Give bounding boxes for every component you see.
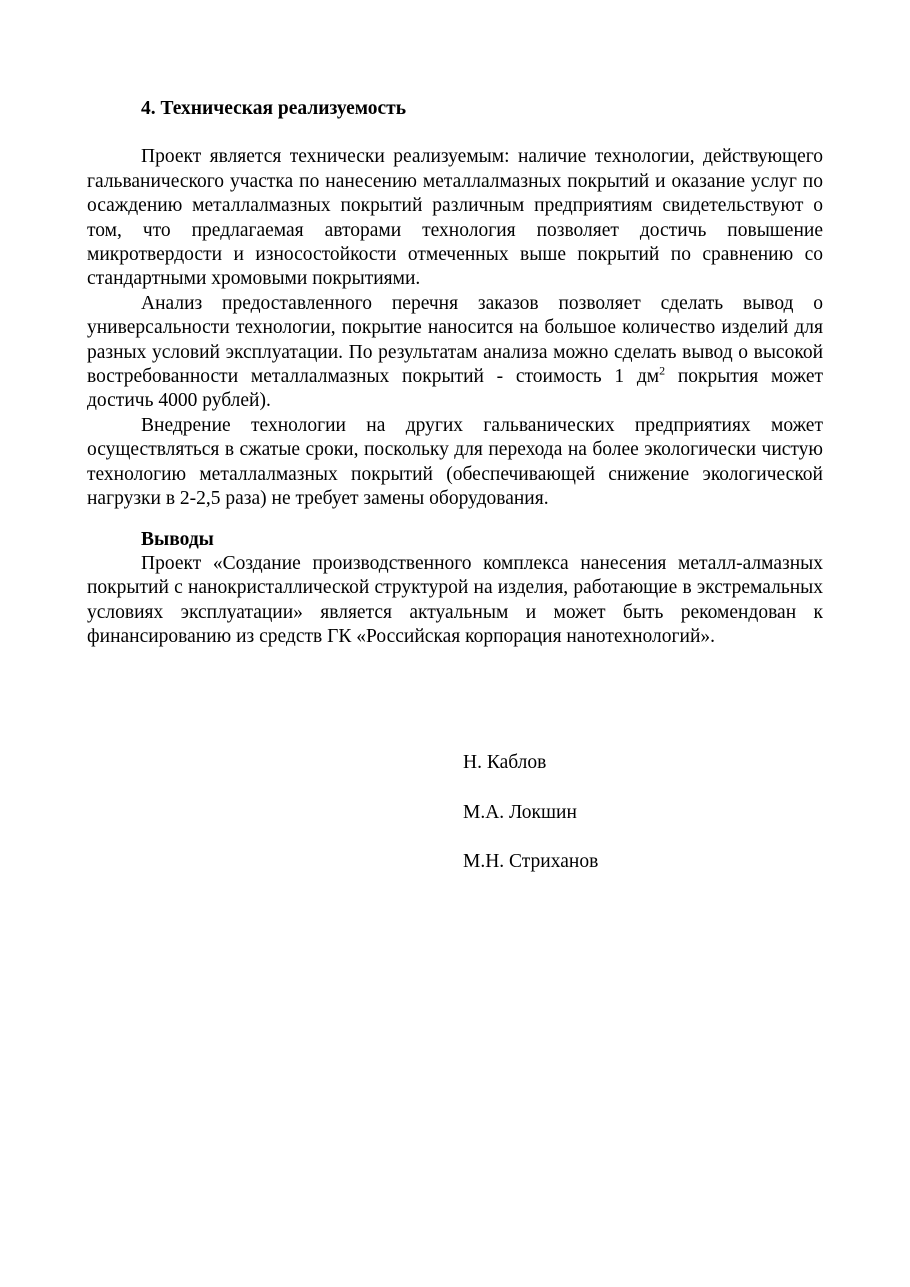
signature-name: М.А. Локшин — [463, 801, 577, 823]
superscript-two: 2 — [659, 363, 666, 378]
paragraph-analysis-text: Анализ предоставленного перечня заказов позволяет сделать вывод о универсальности технологии, покрытие наносится на большое количество изделий для разных условий эксплуатации. По результатам анализа можно сделать вывод о высокой востребованности металлалмазных покрытий - стоимость 1 дм — [87, 292, 823, 388]
signature-name: М.Н. Стриханов — [463, 851, 599, 872]
section-heading: 4. Техническая реализуемость — [141, 98, 407, 119]
paragraph-analysis-tail: покрытия может достичь 4000 рублей). — [87, 366, 823, 412]
conclusions-heading: Выводы — [141, 528, 214, 550]
paragraph-feasibility: Проект является технически реализуемым: наличие технологии, действующего гальванического участка по нанесению металлалмазных покрытий и оказание услуг по осаждению металлалмазных покрытий различным предприятиям свидетельствуют о том, что предлагаемая авторами технология позволяет достичь повышение микротвердости и износостойкости отмеченных выше покрытий по сравнению со стандартными хромовыми покрытиями. — [87, 146, 823, 290]
paragraph-implementation: Внедрение технологии на других гальванических предприятиях может осуществляться в сжатые сроки, поскольку для перехода на более экологически чистую технологию металлалмазных покрытий (обеспечивающей снижение экологической нагрузки в 2-2,5 раза) не требует замены оборудования. — [87, 414, 823, 510]
document-body — [87, 97, 823, 650]
signature-block — [463, 751, 598, 900]
paragraph-conclusions: Проект «Создание производственного комплекса нанесения металл-алмазных покрытий с нанокристаллической структурой на изделия, работающие в экстремальных условиях эксплуатации» является актуальным и может быть рекомендован к финансированию из средств ГК «Российская корпорация нанотехнологий». — [87, 552, 823, 648]
signature-name: Н. Каблов — [463, 752, 547, 773]
paragraph-analysis — [87, 292, 823, 414]
